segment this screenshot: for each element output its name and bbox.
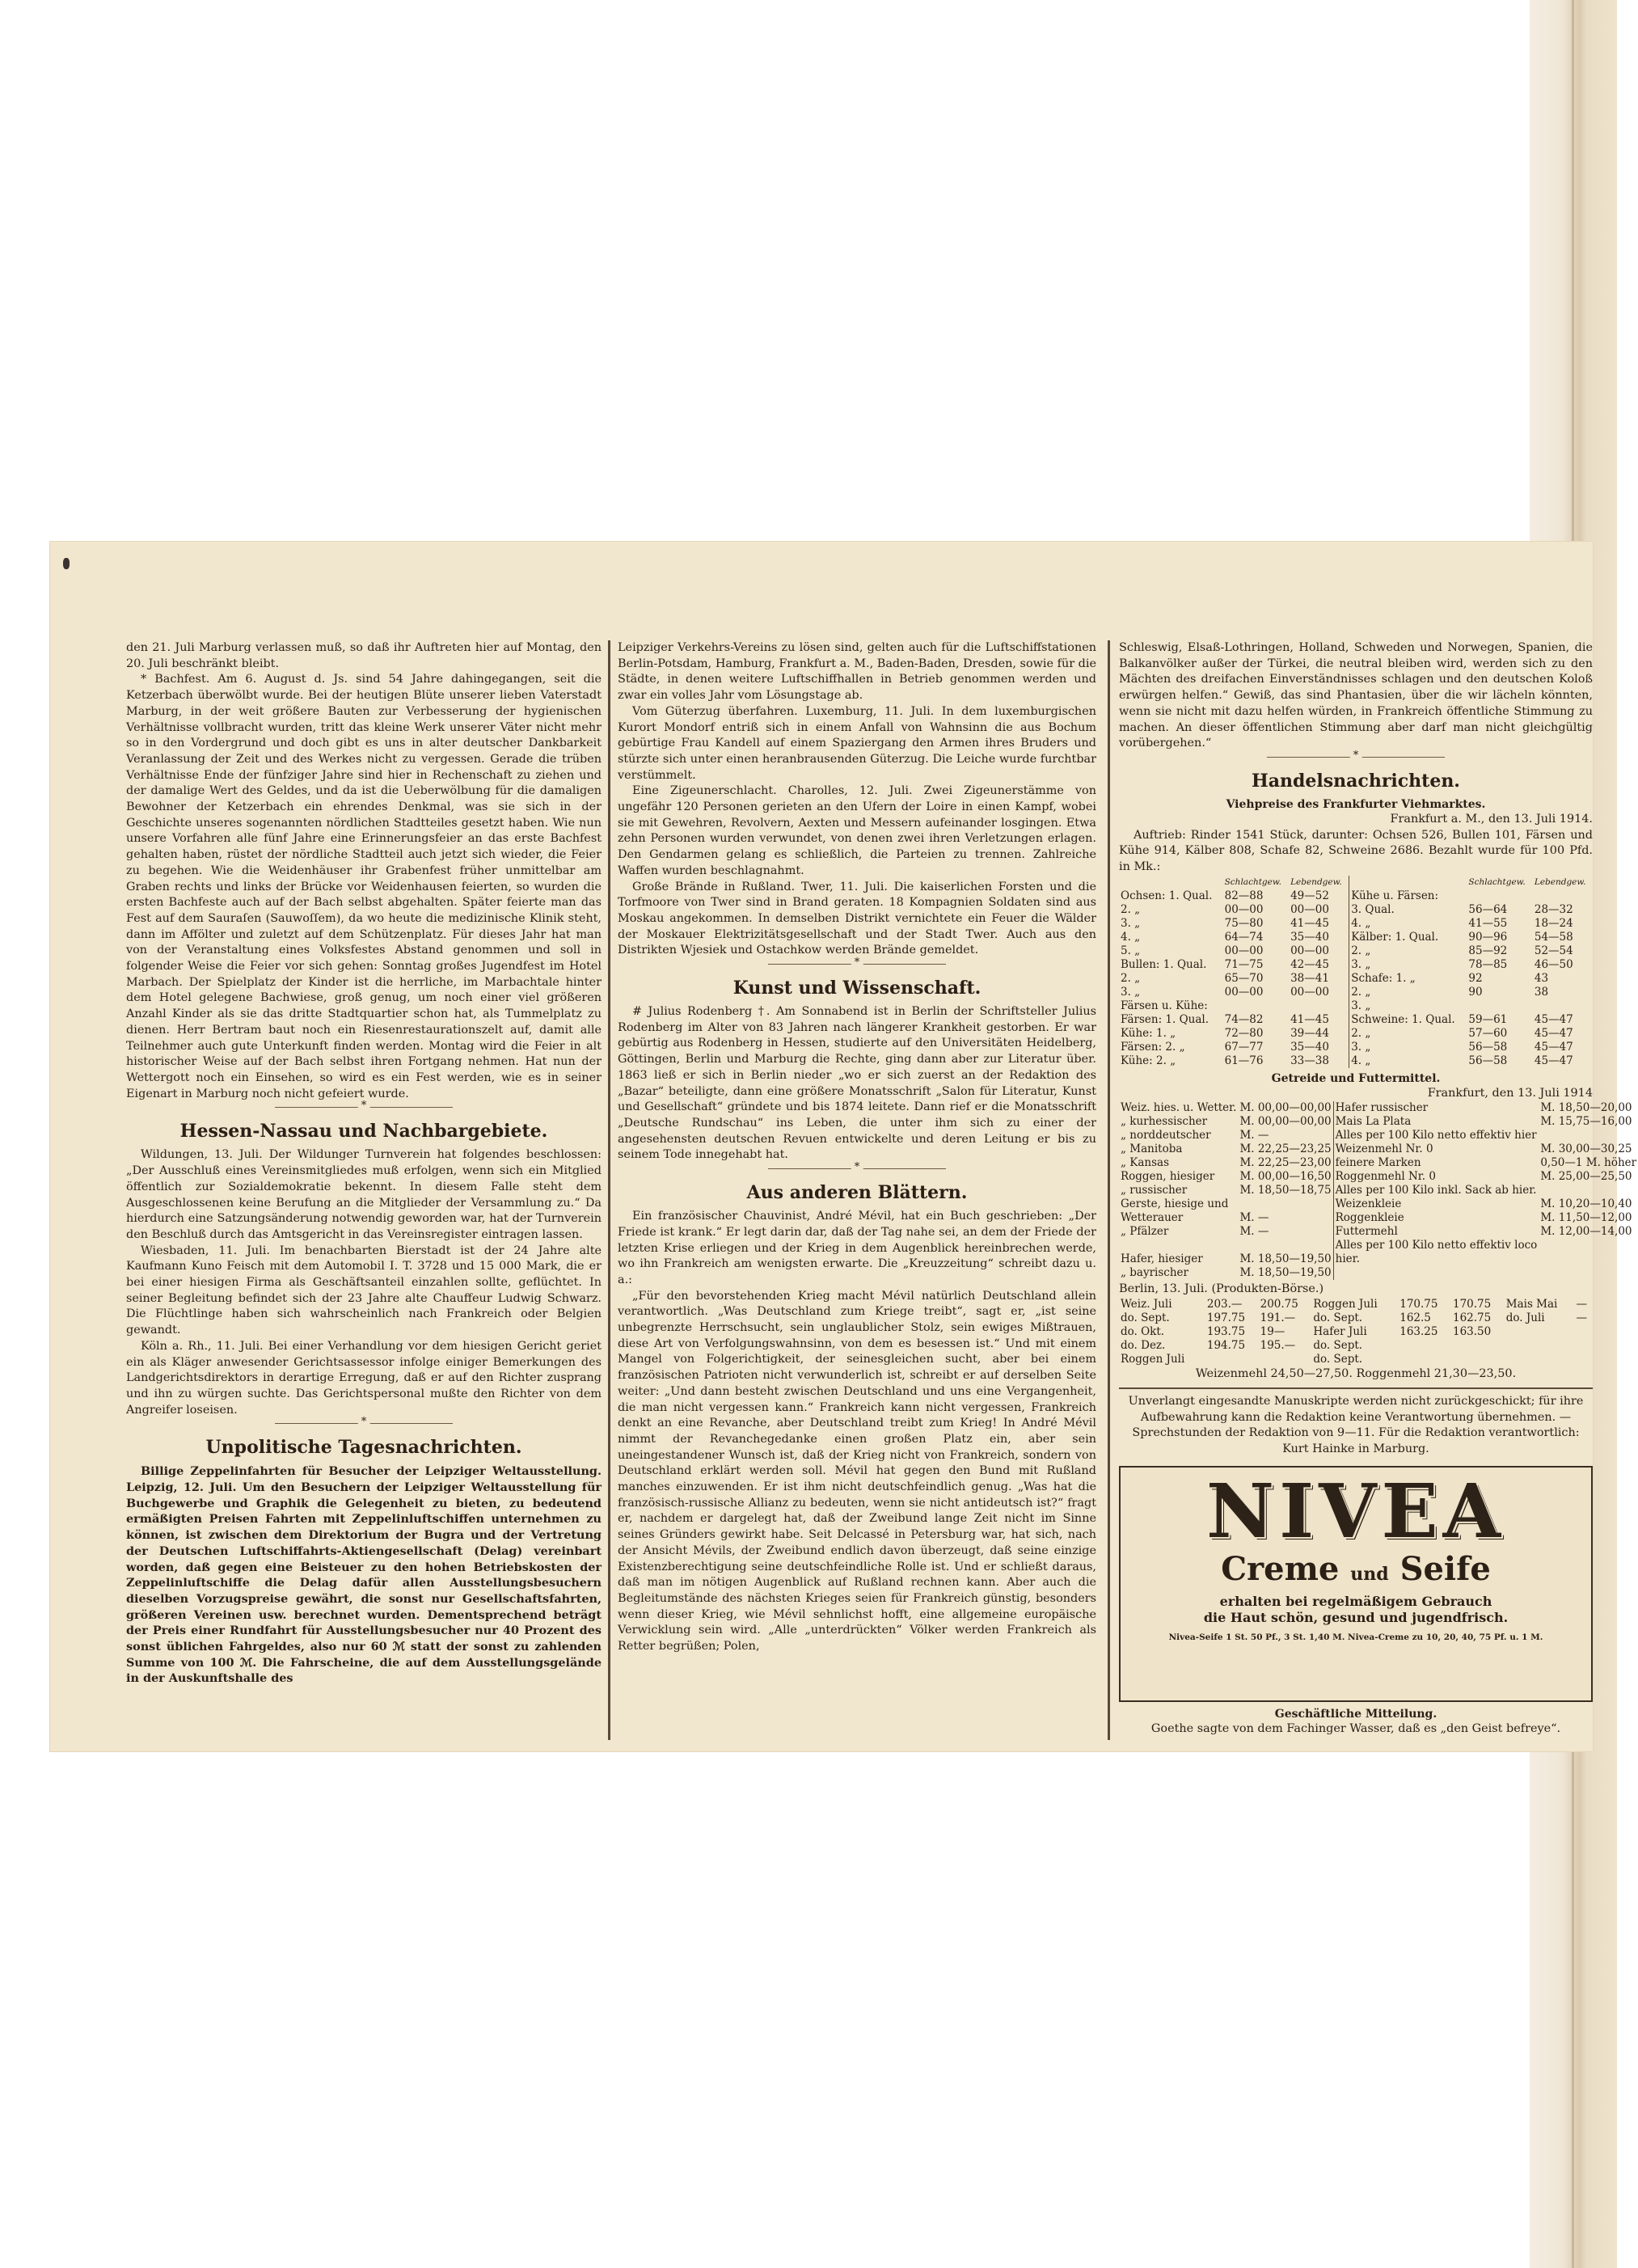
table-cell: 85—92 [1468, 944, 1508, 957]
table-cell: 56—58 [1468, 1054, 1508, 1067]
table-cell: 2. „ [1121, 902, 1141, 916]
table-cell: 162.75 [1453, 1311, 1492, 1325]
column-1 [126, 640, 602, 1687]
table-cell: 41—55 [1468, 916, 1508, 930]
divider [1119, 1387, 1593, 1389]
article-text: Vom Güterzug überfahren. Luxemburg, 11. Juli. In dem luxemburgischen Kurort Mondorf entriß sich in einem Anfall von Wahnsinn die aus Bochum gebürtige Frau Kandell auf einem Spaziergang den Armen ihres Bruders und stürzte sich unter einen heranbrausenden Güterzug. Die Leiche wurde furchtbar verstümmelt. [618, 704, 1096, 782]
table-row [1119, 1170, 1638, 1184]
table-row [1119, 1197, 1638, 1211]
table-cell: Kühe u. Färsen: [1351, 889, 1439, 902]
column-3 [1119, 640, 1637, 1737]
table-cell: M. 18,50—19,50 [1238, 1266, 1333, 1280]
table-cell [1575, 1325, 1594, 1339]
berlin-flour: Weizenmehl 24,50—27,50. Roggenmehl 21,30—23,50. [1195, 1367, 1517, 1381]
table-cell: 19— [1260, 1325, 1285, 1339]
table-cell: 4. „ [1351, 1054, 1371, 1067]
berlin-exchange-table [1119, 1298, 1593, 1366]
table-cell [1451, 1339, 1505, 1353]
cattle-price-table [1119, 876, 1593, 1068]
table-cell [1505, 1353, 1575, 1366]
article-text: „Für den bevorstehenden Krieg macht Mévil natürlich Deutschland allein verantwortlich. „Was Deutschland zum Kriege treibt“, sagt er, „ist seine unbegrenzte Herrschsucht, sein unglaublicher Stolz, sein ewiges Mißtrauen, diese Art von Verfolgungswahnsinn, von dem es besessen ist.“ Und mit einem Mangel von Folgerichtigkeit, der seinesgleichen sucht, aber bei einem französischen Patrioten nicht verwunderlich ist, schreibt er auf derselben Seite weiter: „Und dann besteht zwischen Deutschland und uns eine Vergangenheit, die man nicht vergessen kann.“ Frankreich kann nicht vergessen, Frankreich denkt an eine Revanche, aber Deutschland treibt zum Krieg! In André Mévil nimmt der Revanchegedanke einen großen Platz ein, aber sein uneingestandener Wunsch ist, daß der Krieg nicht von Frankreich, sondern von Deutschland erklärt werden soll. Mévil hat gegen den Bund mit Rußland manches einzuwenden. Er ist ihm nicht deutschfeindlich genug. „Was hat die französisch-russische Allianz zu bedeuten, wenn sie nicht antideutsch ist?“ fragt er, nachdem er dargelegt hat, daß der Zweibund lange Zeit nicht im Sinne seines Gründers gewirkt habe. Seit Delcassé in Petersburg war, hat sich, nach der Ansicht Mévils, der Zweibund endlich davon überzeugt, daß seine einzige Existenzberechtigung seine deutschfeindliche Rolle ist. Und er schließt daraus, daß man im nötigen Augenblick auf Rußland rechnen kann. Aber auch die Begleitumstände des nächsten Krieges seien für Frankreich günstig, besonders wenn dieser Krieg, wie Mévil sehnlichst hofft, eine allgemeine europäische Verwicklung sein wird. „Alle „unterdrückten“ Völker werden Frankreich als Retter begrüßen; Polen, [618, 1289, 1096, 1653]
table-cell [1223, 999, 1289, 1013]
table-cell: 33—38 [1289, 1054, 1349, 1068]
table-cell: M. 18,50—19,50 [1238, 1252, 1333, 1266]
column-header: Lebendgew. [1534, 876, 1586, 887]
table-cell: do. Sept. [1313, 1353, 1363, 1366]
editorial-note: Unverlangt eingesandte Manuskripte werden nicht zurückgeschickt; für ihre Aufbewahrung kann die Redaktion keine Verantwortung übernehmen. — Sprechstunden der Redaktion von 9—11. Für die Redaktion verantwortlich: Kurt Hainke in Marburg. [1128, 1394, 1584, 1455]
article-text: * Bachfest. Am 6. August d. Js. sind 54 Jahre dahingegangen, seit die Ketzerbach überwölbt wurde. Bei der heutigen Blüte unserer lieben Vaterstadt Marburg, in der weit größere Bauten zur Verbesserung der hygienischen Verhältnisse vollbracht wurden, tritt das kleine Werk unserer Väter nicht mehr so in den Vordergrund und doch gibt es uns in alter deutscher Dankbarkeit Veranlassung der Zeit und des Werkes nicht zu vergessen. Gerade die trüben Verhältnisse Ende der fünfziger Jahre sind hier in Rechenschaft zu ziehen und der damalige Wert des Geldes, und da ist die Ueberwölbung für die damaligen Bewohner der Ketzerbach ein ehrendes Denkmal, was sie sich in der Geschichte unseres sogenannten nördlichen Stadtteiles gesetzt haben. Wie nun unsere Vorfahren alle fünf Jahre eine Erinnerungsfeier an das erste Bachfest gehalten haben, rüstet der nördliche Stadtteil auch jetzt sich wieder, die Feier zu begehen. Wie die Weidenhäuser ihr Grabenfest früher unmittelbar am Graben rechts und links der Brücke vor Weidenhausen feierten, so wurden die ersten Bachfeste auch auf der Bach selbst abgehalten. Später feierte man das Fest auf dem Sauraſen (Sauwoſſem), da wo heute die medizinische Klinik steht, dann im Affölter und zuletzt auf dem Schützenplatz. Für dieses Jahr hat man von der Veranstaltung eines Volksfestes Abstand genommen und soll in folgender Weise die Feier vor sich gehen: Sonntag großes Jugendfest im Hotel Marbach. Der Spielplatz der Kinder ist die herrliche, im Marbachtale hinter dem Hotel gelegene Bachwiese, groß genug, um noch einer viel größeren Anzahl Kinder als sie das dritte Stadtquartier schon hat, als Tummelplatz zu dienen. Herr Bertram baut noch ein Riesenrestaurationszelt auf, damit alle Teilnehmer auch gute Unterkunft finden werden. Montag wird die Feier in alt historischer Weise auf der Bach selbst ihren Fortgang nehmen. Hat nun der Wettergott noch ein Einsehen, so wird es ein Fest werden, wie es in seiner Eigenart in Marburg noch nicht gefeiert wurde. [126, 673, 602, 1100]
ad-text: die Haut schön, gesund und jugendfrisch. [1203, 1609, 1509, 1625]
table-cell: 42—45 [1289, 958, 1349, 972]
table-row [1119, 986, 1593, 999]
table-cell: 41—45 [1289, 917, 1349, 931]
table-cell: 90—96 [1468, 930, 1508, 944]
table-cell: „ russischer [1121, 1184, 1188, 1197]
separator: * [275, 1423, 453, 1430]
column-2 [618, 640, 1096, 1655]
table-cell: „ norddeutscher [1121, 1129, 1211, 1142]
table-row [1119, 1252, 1638, 1266]
table-cell: 200.75 [1260, 1298, 1298, 1311]
table-cell: 191.— [1260, 1311, 1296, 1325]
column-rule [608, 640, 610, 1740]
table-cell: M. 18,50—20,00 [1540, 1101, 1632, 1115]
date-line: Frankfurt, den 13. Juli 1914 [1427, 1086, 1593, 1100]
table-cell: 39—44 [1289, 1027, 1349, 1041]
table-cell: 35—40 [1289, 931, 1349, 944]
table-cell: 56—64 [1468, 902, 1508, 916]
table-cell: feinere Marken [1335, 1156, 1421, 1170]
grain-price-table [1119, 1101, 1638, 1280]
column-header: Schlachtgew. [1468, 876, 1526, 887]
table-cell: Roggen Juli [1313, 1298, 1378, 1311]
table-cell [1539, 1239, 1638, 1252]
table-cell: M. 11,50—12,00 [1540, 1211, 1632, 1225]
table-cell: 45—47 [1534, 1054, 1573, 1067]
table-cell [1333, 1266, 1539, 1280]
table-cell: Hafer Juli [1313, 1325, 1367, 1339]
table-cell: 38—41 [1289, 972, 1349, 986]
table-cell: „ Pfälzer [1121, 1225, 1169, 1239]
table-cell: „ bayrischer [1121, 1266, 1188, 1280]
table-cell: 41—45 [1289, 1013, 1349, 1027]
table-cell: Färsen: 2. „ [1121, 1040, 1185, 1054]
table-cell [1533, 889, 1593, 903]
table-cell: 75—80 [1224, 916, 1264, 930]
table-cell: do. Dez. [1121, 1339, 1166, 1353]
table-cell: Wetterauer [1121, 1211, 1184, 1225]
subheading: Geschäftliche Mitteilung. [1274, 1707, 1437, 1721]
separator: * [768, 1168, 946, 1175]
table-cell: Roggenkleie [1335, 1211, 1404, 1225]
table-row [1119, 1266, 1638, 1280]
table-cell: Schafe: 1. „ [1351, 971, 1416, 985]
article-text: Schleswig, Elsaß-Lothringen, Holland, Schweden und Norwegen, Spanien, die Balkanvölker außer der Türkei, die neutral bleiben wird, werden sich zu den Mächten des dreifachen Einverständnisses schlagen und den deutschen Koloß erwürgen helfen.“ Gewiß, das sind Phantasien, über die wir lächeln könnten, wenn sie nicht mit dazu helfen würden, in Frankreich öffentliche Stimmung zu machen. An dieser öffentlichen Stimmung aber darf man nicht gleichgültig vorübergehen.“ [1119, 641, 1593, 750]
table-cell [1467, 999, 1532, 1013]
table-cell: Kühe: 1. „ [1121, 1026, 1176, 1040]
pin-icon [63, 558, 70, 569]
table-cell: Ochsen: 1. Qual. [1121, 889, 1213, 902]
table-row [1119, 889, 1593, 903]
table-cell [1505, 1339, 1575, 1353]
table-cell: 3. „ [1351, 999, 1371, 1012]
table-cell [1539, 1129, 1638, 1142]
table-cell: 5. „ [1121, 944, 1141, 957]
table-cell: M. 00,00—00,00 [1238, 1101, 1333, 1115]
table-cell: hier. [1335, 1252, 1360, 1266]
table-row [1119, 1325, 1593, 1339]
table-cell: 65—70 [1224, 971, 1264, 985]
table-row [1119, 931, 1593, 944]
table-cell: 2. „ [1351, 944, 1371, 957]
table-cell: 74—82 [1224, 1012, 1264, 1026]
table-row [1119, 1129, 1638, 1142]
section-heading: Kunst und Wissenschaft. [732, 978, 982, 999]
table-cell: „ Manitoba [1121, 1142, 1183, 1156]
section-heading: Hessen-Nassau und Nachbargebiete. [179, 1121, 548, 1142]
table-row [1119, 972, 1593, 986]
table-cell: Alles per 100 Kilo inkl. Sack ab hier. [1335, 1184, 1537, 1197]
table-cell: Weiz. hies. u. Wetter. [1121, 1101, 1237, 1115]
table-cell: 170.75 [1399, 1298, 1438, 1311]
table-cell: 71—75 [1224, 957, 1264, 971]
table-row [1119, 1027, 1593, 1041]
table-row [1119, 1156, 1638, 1170]
table-cell: Futtermehl [1335, 1225, 1398, 1239]
table-cell [1539, 1184, 1638, 1197]
table-cell [1205, 1353, 1259, 1366]
table-cell: „ kurhessischer [1121, 1115, 1208, 1129]
table-cell: 3. „ [1121, 916, 1141, 930]
table-cell: 2. „ [1351, 985, 1371, 999]
section-heading: Aus anderen Blättern. [746, 1182, 968, 1204]
article-text: Auftrieb: Rinder 1541 Stück, darunter: Ochsen 526, Bullen 101, Färsen und Kühe 914, Kälber 808, Schafe 82, Schweine 2686. Bezahlt wurde für 100 Pfd. in Mk.: [1119, 828, 1593, 874]
table-cell: 00—00 [1289, 986, 1349, 999]
table-cell: 00—00 [1224, 985, 1264, 999]
table-cell [1238, 1197, 1333, 1211]
table-row [1119, 944, 1593, 958]
table-row [1119, 903, 1593, 917]
table-cell: Kühe: 2. „ [1121, 1054, 1176, 1067]
table-cell: 67—77 [1224, 1040, 1264, 1054]
subheading: Getreide und Futtermittel. [1271, 1071, 1441, 1085]
table-cell: M. 10,20—10,40 [1540, 1197, 1632, 1211]
table-row [1119, 1101, 1638, 1115]
separator: * [768, 964, 946, 970]
table-row [1119, 1298, 1593, 1311]
table-cell: 18—24 [1534, 916, 1573, 930]
table-cell: M. — [1238, 1211, 1333, 1225]
table-cell: Schweine: 1. Qual. [1351, 1012, 1455, 1026]
article-text: # Julius Rodenberg †. Am Sonnabend ist in Berlin der Schriftsteller Julius Rodenberg im Alter von 83 Jahren nach längerer Krankheit gestorben. Er war gebürtig aus Rodenberg in Hessen, studierte auf den Universitäten Heidelberg, Göttingen, Berlin und Marburg die Rechte, ging dann aber zur Literatur über. 1863 ließ er sich in Berlin nieder „wo er sich zuerst an der Redaktion des „Bazar“ beteiligte, dann eine größere Monatsschrift „Salon für Literatur, Kunst und Gesellschaft“ gründete und bis 1874 leitete. Dann rief er die Monatsschrift „Deutsche Rundschau“ ins Leben, die unter ihm sich zu einer der angesehensten deutschen Revuen entwickelte und deren Leitung er bis zu seinem Tode innegehabt hat. [618, 1005, 1096, 1162]
table-cell: Weizenmehl Nr. 0 [1335, 1142, 1433, 1156]
table-cell: M. 22,25—23,00 [1238, 1156, 1333, 1170]
table-cell: 59—61 [1468, 1012, 1508, 1026]
table-cell: 78—85 [1468, 957, 1508, 971]
table-cell: do. Sept. [1121, 1311, 1170, 1325]
table-cell: 2. „ [1121, 971, 1141, 985]
table-row [1119, 1239, 1638, 1252]
table-cell: 45—47 [1534, 1040, 1573, 1054]
table-cell: Alles per 100 Kilo netto effektiv loco [1335, 1239, 1538, 1252]
section-heading: Handelsnachrichten. [1252, 770, 1460, 792]
table-cell: 197.75 [1206, 1311, 1246, 1325]
table-cell [1451, 1353, 1505, 1366]
table-cell: Hafer, hiesiger [1121, 1252, 1203, 1266]
table-cell: 203.— [1206, 1298, 1243, 1311]
table-cell [1119, 1239, 1238, 1252]
table-cell: M. 25,00—25,50 [1540, 1170, 1632, 1184]
table-cell: M. — [1238, 1225, 1333, 1239]
table-cell: Weiz. Juli [1121, 1298, 1172, 1311]
table-cell [1539, 1266, 1638, 1280]
article-text: Große Brände in Rußland. Twer, 11. Juli. Die kaiserlichen Forsten und die Torfmoore von Twer sind in Brand geraten. 18 Kompagnien Soldaten sind aus Moskau angekommen. In demselben Distrikt vernichtete ein Feuer die Wälder der Moskauer Elektrizitätsgesellschaft und der Stadt Twer. Auch aus den Distrikten Wjesiek und Ostachkow werden Brände gemeldet. [618, 880, 1096, 957]
table-cell: 00—00 [1224, 944, 1264, 957]
table-row [1119, 1353, 1593, 1366]
table-cell: 45—47 [1534, 1026, 1573, 1040]
article-text: Billige Zeppelinfahrten für Besucher der Leipziger Weltausstellung. Leipzig, 12. Juli. Um den Besuchern der Leipziger Weltausstellung für Buchgewerbe und Graphik die Gelegenheit zu bieten, zu bedeutend ermäßigten Preisen Fahrten mit Zeppelinluftschiffen unternehmen zu können, ist zwischen dem Direktorium der Bugra und der Vertretung der Deutschen Luftschiffahrts-Aktiengesellschaft (Delag) vereinbart worden, daß gegen eine Beisteuer zu den hohen Betriebskosten der Zeppelinluftschiffe die Delag dafür allen Ausstellungsbesuchern dieselben Vorzugspreise gewährt, die sonst nur Gesellschaftsfahrten, größeren Vereinen usw. berechnet wurden. Dementsprechend beträgt der Preis einer Rundfahrt für Ausstellungsbesucher nur 40 Prozent des sonst üblichen Fahrgeldes, also nur 60 ℳ statt der sonst zu zahlenden Summe von 100 ℳ. Die Fahrscheine, die auf dem Ausstellungsgelände in der Auskunftshalle des [126, 1464, 602, 1686]
table-cell: Mais La Plata [1335, 1115, 1412, 1129]
table-row [1119, 917, 1593, 931]
table-cell: 00—00 [1224, 902, 1264, 916]
separator: * [1267, 757, 1445, 763]
table-cell: 163.50 [1453, 1325, 1492, 1339]
table-cell: Kälber: 1. Qual. [1351, 930, 1439, 944]
table-cell: 170.75 [1453, 1298, 1492, 1311]
table-cell [1575, 1339, 1594, 1353]
table-cell: 46—50 [1534, 957, 1573, 971]
table-cell [1259, 1353, 1312, 1366]
table-cell: 195.— [1260, 1339, 1296, 1353]
table-row [1119, 1041, 1593, 1054]
table-cell: 3. „ [1351, 957, 1371, 971]
table-cell: M. 12,00—14,00 [1540, 1225, 1632, 1239]
table-cell [1398, 1353, 1451, 1366]
table-cell: Färsen: 1. Qual. [1121, 1012, 1209, 1026]
ad-price: Nivea-Seife 1 St. 50 Pf., 3 St. 1,40 M. Nivea-Creme zu 10, 20, 40, 75 Pf. u. 1 M. [1168, 1632, 1543, 1642]
table-cell: 38 [1534, 985, 1549, 999]
ad-subtitle: Creme und Seife [1221, 1549, 1491, 1588]
table-cell: M. 15,75—16,00 [1540, 1115, 1632, 1129]
table-row [1119, 958, 1593, 972]
date-line: Frankfurt a. M., den 13. Juli 1914. [1390, 812, 1593, 826]
table-cell: 194.75 [1206, 1339, 1246, 1353]
table-cell: 0,50—1 M. höher [1540, 1156, 1637, 1170]
article-text: Goethe sagte von dem Fachinger Wasser, daß es „den Geist befreye“. [1150, 1721, 1561, 1735]
table-cell: M. 00,00—00,00 [1238, 1115, 1333, 1129]
table-cell: Gerste, hiesige und [1121, 1197, 1229, 1211]
article-text: Wildungen, 13. Juli. Der Wildunger Turnverein hat folgendes beschlossen: „Der Ausschluß eines Vereinsmitgliedes muß erfolgen, wenn sich ein Mitglied öffentlich zur Sozialdemokratie bekennt. In diesem Falle steht dem Ausgeschlossenen keine Berufung an die Mitglieder der Versammlung zu.“ Da hierdurch eine Satzungsänderung notwendig geworden war, hat der Turnverein den Beschluß durch das Amtsgericht in das Vereinsregister eintragen lassen. [126, 1148, 602, 1241]
table-row [1119, 1311, 1593, 1325]
subheading: Viehpreise des Frankfurter Viehmarktes. [1226, 797, 1486, 811]
column-header: Schlachtgew. [1224, 876, 1281, 887]
table-cell: 2. „ [1351, 1026, 1371, 1040]
table-cell: 72—80 [1224, 1026, 1264, 1040]
table-row [1119, 1211, 1638, 1225]
table-cell: Roggen, hiesiger [1121, 1170, 1215, 1184]
table-cell [1575, 1353, 1594, 1366]
table-cell: do. Okt. [1121, 1325, 1165, 1339]
table-row [1119, 999, 1593, 1013]
table-cell: 4. „ [1121, 930, 1141, 944]
table-cell: 90 [1468, 985, 1483, 999]
nivea-logo: NIVEA [1205, 1467, 1505, 1555]
clipping-content [86, 640, 1637, 1740]
table-cell: 4. „ [1351, 916, 1371, 930]
table-cell: M. 22,25—23,25 [1238, 1142, 1333, 1156]
table-cell: 3. „ [1351, 1040, 1371, 1054]
table-cell: 35—40 [1289, 1041, 1349, 1054]
table-cell: Weizenkleie [1335, 1197, 1402, 1211]
column-header: Lebendgew. [1289, 876, 1349, 889]
table-row [1119, 1225, 1638, 1239]
newspaper-clipping [50, 542, 1637, 1751]
article-text: Ein französischer Chauvinist, André Mévil, hat ein Buch geschrieben: „Der Friede ist krank.“ Er legt darin dar, daß der Tag nahe sei, an dem der Friede der letzten Krise erliegen und der Krieg in dem Augenblick hereinbrechen werde, wo ihn Frankreich am wenigsten erwarte. Die „Kreuzzeitung“ schreibt dazu u. a.: [618, 1210, 1096, 1286]
table-row [1119, 1115, 1638, 1129]
table-cell: 00—00 [1289, 903, 1349, 917]
table-cell [1467, 889, 1532, 903]
table-cell: — [1576, 1311, 1587, 1325]
berlin-header: Berlin, 13. Juli. (Produkten-Börse.) [1119, 1282, 1324, 1296]
section-heading: Unpolitische Tagesnachrichten. [205, 1437, 522, 1459]
table-cell [1533, 999, 1593, 1013]
table-cell: M. 00,00—16,50 [1238, 1170, 1333, 1184]
table-cell: 54—58 [1534, 930, 1573, 944]
table-cell: Roggenmehl Nr. 0 [1335, 1170, 1436, 1184]
table-cell: 52—54 [1534, 944, 1573, 957]
table-cell: 64—74 [1224, 930, 1264, 944]
table-cell: Alles per 100 Kilo netto effektiv hier [1335, 1129, 1537, 1142]
table-cell: 57—60 [1468, 1026, 1508, 1040]
table-cell: 3. Qual. [1351, 902, 1395, 916]
table-cell: 49—52 [1289, 889, 1349, 903]
table-cell [1505, 1325, 1575, 1339]
article-text: Wiesbaden, 11. Juli. Im benachbarten Bierstadt ist der 24 Jahre alte Kaufmann Kuno Feisch mit dem Automobil I. T. 3728 und 15 000 Mark, die er bei einer hiesigen Firma als Geschäftsanteil einzahlen sollte, geflüchtet. In seiner Begleitung befindet sich der 23 Jahre alte Chauffeur Ludwig Schwarz. Die Flüchtlinge haben sich wahrscheinlich nach Frankreich oder Belgien gewandt. [126, 1244, 602, 1337]
table-cell: do. Sept. [1313, 1311, 1363, 1325]
table-cell: 163.25 [1399, 1325, 1438, 1339]
table-cell: 61—76 [1224, 1054, 1264, 1067]
table-cell: 162.5 [1399, 1311, 1431, 1325]
table-cell: Bullen: 1. Qual. [1121, 957, 1207, 971]
table-cell: Mais Mai [1505, 1298, 1558, 1311]
table-cell [1289, 999, 1349, 1013]
column-rule [1108, 640, 1110, 1740]
table-cell: Hafer russischer [1335, 1101, 1429, 1115]
table-cell: „ Kansas [1121, 1156, 1170, 1170]
table-cell: M. 30,00—30,25 [1540, 1142, 1632, 1156]
table-cell: Roggen Juli [1121, 1353, 1185, 1366]
table-cell: 92 [1468, 971, 1483, 985]
article-text: den 21. Juli Marburg verlassen muß, so daß ihr Auftreten hier auf Montag, den 20. Juli beschränkt bleibt. [126, 641, 602, 670]
table-cell: — [1576, 1298, 1587, 1311]
table-cell: do. Juli [1505, 1311, 1545, 1325]
table-cell: M. — [1238, 1129, 1333, 1142]
table-cell: 43 [1534, 971, 1549, 985]
table-cell: 193.75 [1206, 1325, 1246, 1339]
ad-text: erhalten bei regelmäßigem Gebrauch [1219, 1593, 1492, 1609]
table-row [1119, 1054, 1593, 1068]
table-cell [1238, 1239, 1333, 1252]
table-cell: 3. „ [1121, 985, 1141, 999]
article-text: Leipziger Verkehrs-Vereins zu lösen sind, gelten auch für die Luftschiffstationen Berlin-Potsdam, Hamburg, Frankfurt a. M., Baden-Baden, Dresden, sowie für die Städte, in denen weitere Luftschiffhallen in Betrieb genommen werden und zwar ein volles Jahr vom Lösungstage ab. [618, 641, 1096, 703]
table-cell: 00—00 [1289, 944, 1349, 958]
article-text: Köln a. Rh., 11. Juli. Bei einer Verhandlung vor dem hiesigen Gericht geriet ein als Kläger anwesender Gerichtsassessor infolge einiger Bemerkungen des Landgerichtsdirektors in derartige Erregung, daß er auf den Richter zusprang und ihn zu würgen suchte. Das Gerichtspersonal mußte den Richter von dem Angreifer loseisen. [126, 1339, 602, 1417]
nivea-advertisement [1119, 1466, 1593, 1702]
table-cell [1539, 1252, 1638, 1266]
separator: * [275, 1107, 453, 1113]
table-cell [1398, 1339, 1451, 1353]
table-row [1119, 1142, 1638, 1156]
article-text: Eine Zigeunerschlacht. Charolles, 12. Juli. Zwei Zigeunerstämme von ungefähr 120 Personen gerieten an den Ufern der Loire in einen Kampf, wobei sie mit Gewehren, Revolvern, Aexten und Messern aufeinander losgingen. Etwa zehn Personen wurden verwundet, von denen zwei ihren Verletzungen erlagen. Den Gendarmen gelang es schließlich, die Parteien zu trennen. Zahlreiche Waffen wurden beschlagnahmt. [618, 784, 1096, 877]
table-cell: 45—47 [1534, 1012, 1573, 1026]
table-row [1119, 1184, 1638, 1197]
table-cell: Färsen u. Kühe: [1121, 999, 1208, 1012]
table-row [1119, 1013, 1593, 1027]
table-cell: do. Sept. [1313, 1339, 1363, 1353]
table-cell: 82—88 [1224, 889, 1264, 902]
table-cell: 28—32 [1534, 902, 1573, 916]
table-row [1119, 1339, 1593, 1353]
table-cell: 56—58 [1468, 1040, 1508, 1054]
table-cell: M. 18,50—18,75 [1238, 1184, 1333, 1197]
